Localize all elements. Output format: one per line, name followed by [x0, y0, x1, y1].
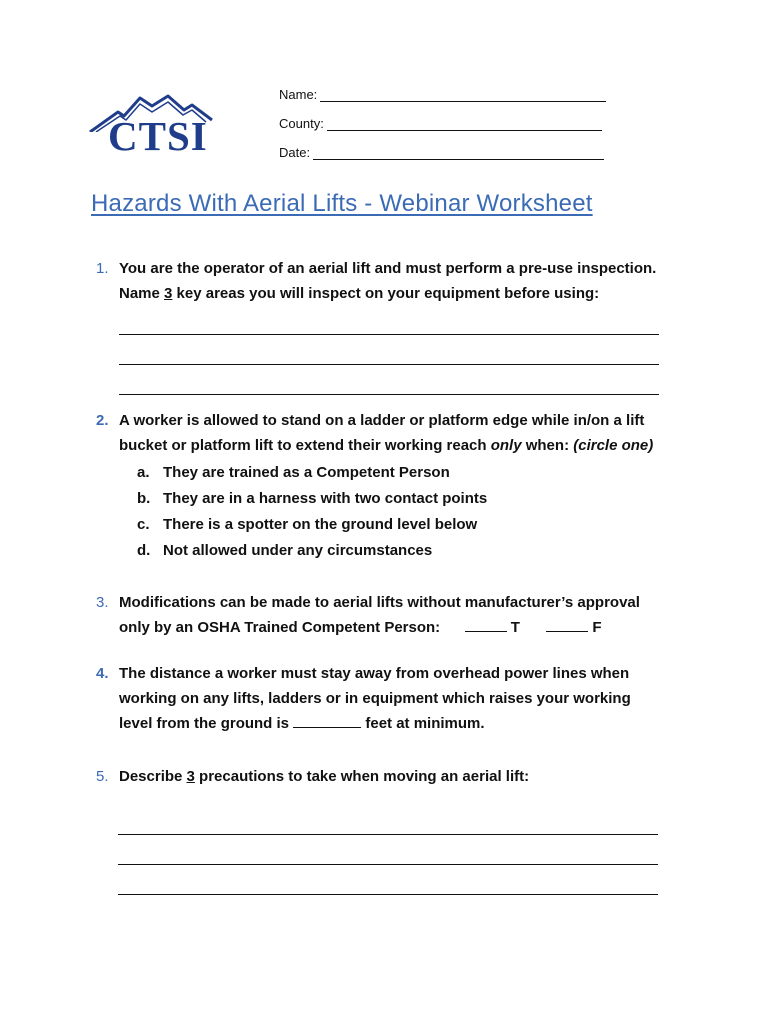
name-field[interactable]	[320, 88, 606, 102]
answer-lines-5	[118, 805, 658, 895]
question-line: The distance a worker must stay away from overhead power lines when	[119, 665, 630, 682]
answer-lines-1	[119, 305, 659, 395]
false-label: F	[592, 619, 602, 636]
answer-options	[137, 459, 689, 563]
question-4	[90, 661, 689, 736]
question-line: Name 3 key areas you will inspect on your equipment before using:	[119, 285, 600, 302]
answer-line[interactable]	[119, 305, 659, 335]
question-5	[90, 764, 689, 789]
question-number: 5.	[96, 768, 109, 785]
question-line: working on any lifts, ladders or in equipment which raises your working	[119, 690, 631, 707]
date-row	[279, 146, 606, 175]
county-field[interactable]	[327, 117, 602, 131]
answer-line[interactable]	[119, 365, 659, 395]
question-line: Describe 3 precautions to take when moving an aerial lift:	[119, 768, 530, 785]
question-2	[90, 408, 689, 563]
question-text	[119, 764, 689, 789]
distance-blank[interactable]	[293, 715, 361, 728]
option-a[interactable]: a. They are trained as a Competent Person	[137, 463, 450, 481]
question-1	[90, 256, 689, 306]
question-text	[119, 256, 689, 306]
student-info-fields	[279, 88, 606, 175]
question-line: bucket or platform lift to extend their working reach only when: (circle one)	[119, 437, 654, 454]
option-c[interactable]: c. There is a spotter on the ground level below	[137, 515, 478, 533]
question-number: 2.	[96, 412, 109, 429]
question-number: 4.	[96, 665, 109, 682]
option-d[interactable]: d. Not allowed under any circumstances	[137, 541, 433, 559]
question-line: Modifications can be made to aerial lifts without manufacturer’s approval	[119, 594, 640, 611]
question-text	[119, 590, 689, 640]
ctsi-logo	[88, 92, 224, 164]
answer-line[interactable]	[118, 835, 658, 865]
question-line: A worker is allowed to stand on a ladder or platform edge while in/on a lift	[119, 412, 645, 429]
true-blank[interactable]	[465, 619, 507, 632]
name-label: Name:	[279, 87, 318, 102]
name-row	[279, 88, 606, 117]
answer-line[interactable]	[119, 335, 659, 365]
question-number: 3.	[96, 594, 109, 611]
question-line: You are the operator of an aerial lift and must perform a pre-use inspection.	[119, 260, 657, 277]
question-line: only by an OSHA Trained Competent Person: T F	[119, 619, 602, 636]
question-3	[90, 590, 689, 640]
date-label: Date:	[279, 145, 311, 160]
question-number: 1.	[96, 260, 109, 277]
question-text	[119, 661, 689, 736]
answer-line[interactable]	[118, 865, 658, 895]
false-blank[interactable]	[546, 619, 588, 632]
worksheet-title: Hazards With Aerial Lifts - Webinar Worksheet	[91, 190, 593, 217]
county-label: County:	[279, 116, 324, 131]
date-field[interactable]	[313, 146, 604, 160]
option-b[interactable]: b. They are in a harness with two contact points	[137, 489, 488, 507]
question-line: level from the ground is feet at minimum.	[119, 715, 485, 732]
question-text	[119, 408, 689, 563]
county-row	[279, 117, 606, 146]
answer-line[interactable]	[118, 805, 658, 835]
logo-text: CTSI	[108, 113, 208, 159]
true-label: T	[510, 619, 520, 636]
